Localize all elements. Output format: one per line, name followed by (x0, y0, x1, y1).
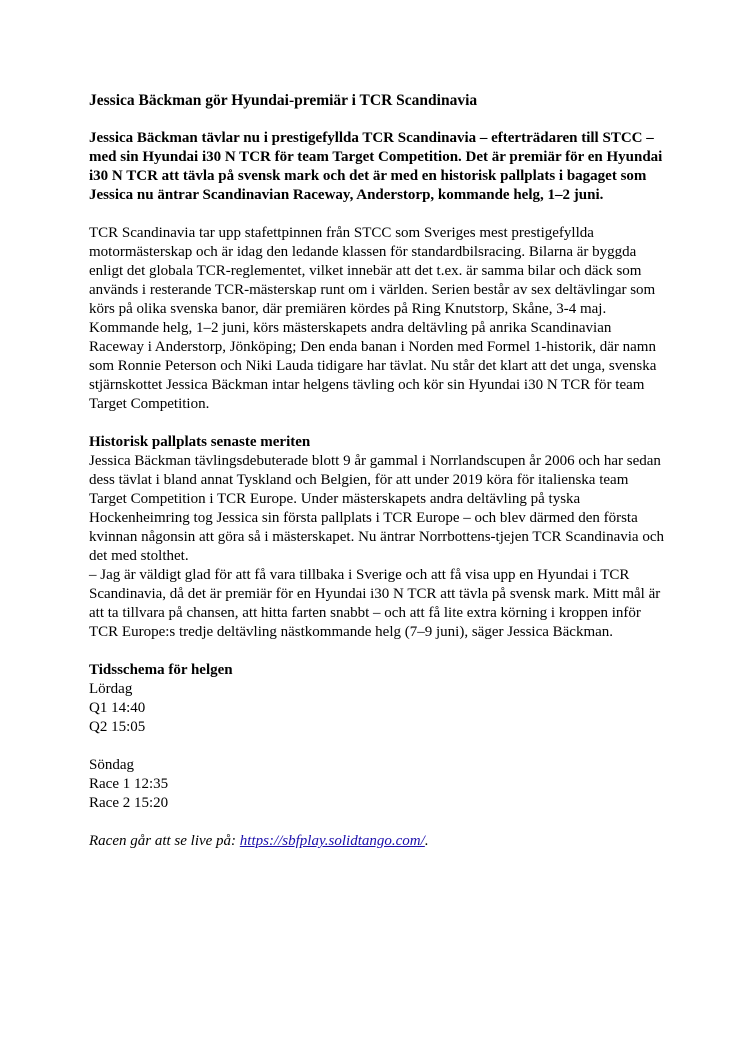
schedule-race2: Race 2 15:20 (89, 795, 169, 811)
schedule-sunday-label: Söndag (89, 757, 134, 773)
schedule-q2: Q2 15:05 (89, 719, 146, 735)
section-heading-schedule: Tidsschema för helgen (89, 662, 233, 678)
live-stream-prefix: Racen går att se live på: (89, 833, 240, 849)
schedule-race1: Race 1 12:35 (89, 776, 169, 792)
live-stream-suffix: . (424, 833, 429, 849)
quote-paragraph: – Jag är väldigt glad för att få vara tillbaka i Sverige och att få visa upp en Hyundai i TCR Scandinavia, då det är premiär för en Hyundai i30 N TCR att tävla på svensk mark. Mitt mål är att ta tillvara på chansen, att hitta farten snabbt – och att få lite extra körning i kroppen inför TCR Europe:s tredje deltävling nästkommande helg (7–9 juni), säger Jessica Bäckman. (89, 567, 661, 640)
schedule-spacer-2 (89, 813, 669, 832)
live-stream-link[interactable]: https://sbfplay.solidtango.com/ (239, 833, 425, 849)
schedule-saturday-label: Lördag (89, 681, 133, 697)
live-stream-note (89, 832, 669, 851)
lead-paragraph: Jessica Bäckman tävlar nu i prestigefyllda TCR Scandinavia – efterträdaren till STCC – med sin Hyundai i30 N TCR för team Target Competition. Det är premiär för en Hyundai i30 N TCR att tävla på svensk mark och det är med en historisk pallplats i bagaget som Jessica nu äntrar Scandinavian Raceway, Anderstorp, kommande helg, 1–2 juni. (89, 130, 663, 203)
merit-paragraph: Jessica Bäckman tävlingsdebuterade blott 9 år gammal i Norrlandscupen år 2006 och har sedan dess tävlat i bland annat Tyskland och Belgien, för att under 2019 köra för italienska team Target Competition i TCR Europe. Under mästerskapets andra deltävling på tyska Hockenheimring tog Jessica sin första pallplats i TCR Europe – och blev därmed den första kvinnan någonsin att göra så i mästerskapet. Nu äntrar Norrbottens-tjejen TCR Scandinavia och det med stolthet. (89, 453, 664, 564)
section-heading-merit: Historisk pallplats senaste meriten (89, 434, 311, 450)
document-page (89, 91, 669, 851)
schedule-spacer (89, 737, 669, 756)
document-title: Jessica Bäckman gör Hyundai-premiär i TCR Scandinavia (89, 92, 478, 109)
body-paragraph: TCR Scandinavia tar upp stafettpinnen från STCC som Sveriges mest prestigefyllda motormästerskap och är idag den ledande klassen för standardbilsracing. Bilarna är byggda enligt det globala TCR-reglementet, vilket innebär att det t.ex. är samma bilar och däck som används i resterande TCR-mästerskap runt om i världen. Serien består av sex deltävlingar som körs på olika svenska banor, där premiären kördes på Ring Knutstorp, Skåne, 3-4 maj. Kommande helg, 1–2 juni, körs mästerskapets andra deltävling på anrika Scandinavian Raceway i Anderstorp, Jönköping; Den enda banan i Norden med Formel 1-historik, där namn som Ronnie Peterson och Niki Lauda tidigare har tävlat. Nu står det klart att det unga, svenska stjärnskottet Jessica Bäckman intar helgens tävling och kör sin Hyundai i30 N TCR för team Target Competition. (89, 225, 657, 412)
schedule-q1: Q1 14:40 (89, 700, 146, 716)
